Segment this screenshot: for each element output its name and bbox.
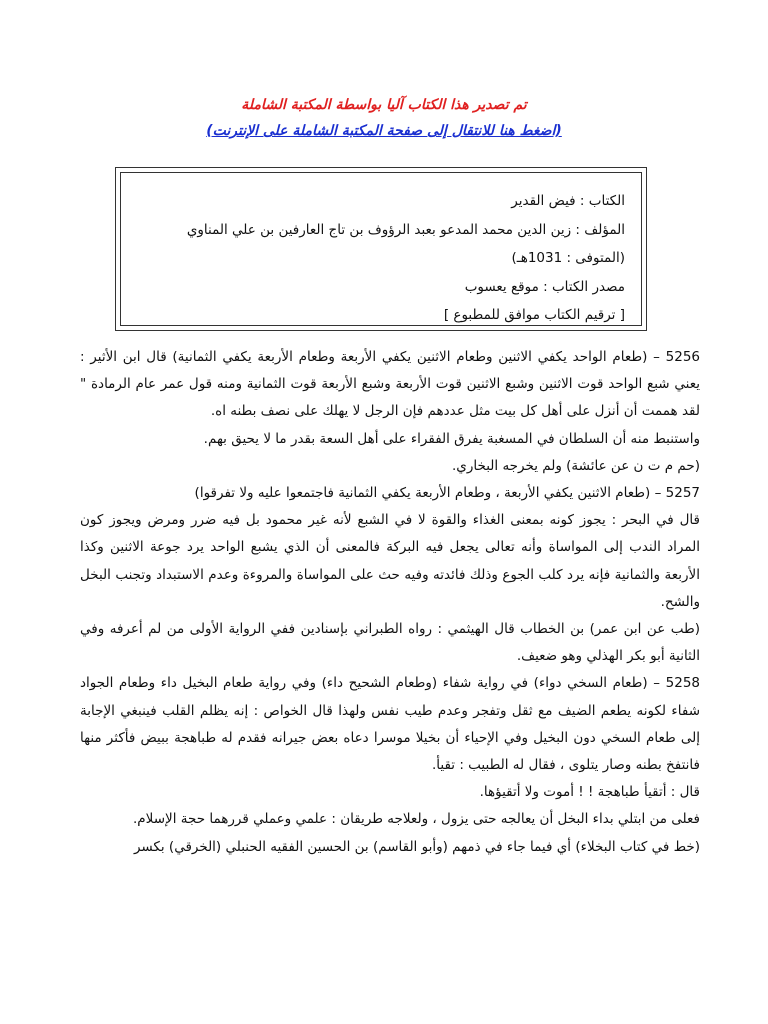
book-info-box: [115, 167, 647, 331]
commentary-paragraph: فعلى من ابتلي بداء البخل أن يعالجه حتى يزول ، ولعلاجه طريقان : علمي وعملي قررهما حجة الإسلام.: [133, 811, 700, 828]
source-reference-paragraph: (خط في كتاب البخلاء) أي فيما جاء في ذمهم (وأبو القاسم) بن الحسين الفقيه الحنبلي (الخرقي) بكسر: [133, 838, 700, 855]
commentary-paragraph: قال : أتقيأ طباهجة ! ! أموت ولا أتقيؤها.: [479, 784, 700, 801]
book-author-line: المؤلف : زين الدين محمد المدعو بعبد الرؤوف بن تاج العارفين بن علي المناوي: [186, 221, 625, 238]
source-reference-paragraph: (حم م ت ن عن عائشة) ولم يخرجه البخاري.: [452, 457, 700, 474]
hadith-5256-paragraph: 5256 – (طعام الواحد يكفي الاثنين وطعام الاثنين يكفي الأربعة وطعام الأربعة يكفي الثمانية) قال ابن الأثير : يعني شبع الواحد قوت الاثنين وشبع الاثنين قوت الأربعة وشبع الأربعة قوت الثمانية ومنه قول عمر عام الرمادة " لقد هممت أن أنزل على أهل كل بيت مثل عددهم فإن الرجل لا يهلك على نصف بطنه اه.: [80, 349, 700, 420]
book-info-inner-frame: [120, 172, 642, 326]
export-header: [0, 92, 768, 144]
commentary-paragraph: واستنبط منه أن السلطان في المسغبة يفرق الفقراء على أهل السعة بقدر ما لا يحيق بهم.: [203, 430, 700, 447]
source-reference-paragraph: (طب عن ابن عمر) بن الخطاب قال الهيثمي : رواه الطبراني بإسنادين ففي الرواية الأولى من لم أعرفه وفي الثانية أبو بكر الهذلي وهو ضعيف.: [80, 621, 700, 665]
shamela-website-link[interactable]: (اضغط هنا للانتقال إلى صفحة المكتبة الشاملة على الإنترنت): [206, 123, 562, 139]
export-notice-title: تم تصدير هذا الكتاب آليا بواسطة المكتبة الشاملة: [241, 97, 527, 113]
book-source-line: مصدر الكتاب : موقع يعسوب: [464, 278, 625, 295]
book-content: [80, 344, 700, 861]
book-numbering-line: [ ترقيم الكتاب موافق للمطبوع ]: [443, 307, 625, 323]
book-title-line: الكتاب : فيض القدير: [511, 193, 625, 209]
hadith-5257-paragraph: 5257 – (طعام الاثنين يكفي الأربعة ، وطعام الأربعة يكفي الثمانية فاجتمعوا عليه ولا تفرقوا): [194, 485, 700, 502]
commentary-paragraph: قال في البحر : يجوز كونه بمعنى الغذاء والقوة لا في الشبع لأنه غير محمود بل فيه ضرر ومرض ويجوز كون المراد الندب إلى المواساة وأنه تعالى يجعل فيه البركة فالمعنى أن الذي يشبع الواحد يرد جوعة الاثنين وكذا الأربعة والثمانية فإنه يرد كلب الجوع وذلك فائدته وفيه حث على المواساة والمروءة وعدم الاستبداد وتجنب البخل والشح.: [80, 512, 700, 610]
hadith-5258-paragraph: 5258 – (طعام السخي دواء) في رواية شفاء (وطعام الشحيح داء) وفي رواية طعام البخيل داء وطعام الجواد شفاء لكونه يطعم الضيف مع ثقل وتفجر وعدم طيب نفس ولهذا قال الخواص : إنه يظلم القلب فينبغي الإجابة إلى طعام السخي دون البخيل وفي الإحياء أن بخيلا موسرا دعاه بعض جيرانه فقدم له طباهجة ببيض فأكثر منها فانتفخ بطنه وصار يتلوى ، فقال له الطبيب : تقيأ.: [80, 675, 700, 774]
author-death-line: (المتوفى : 1031هـ): [511, 250, 625, 266]
